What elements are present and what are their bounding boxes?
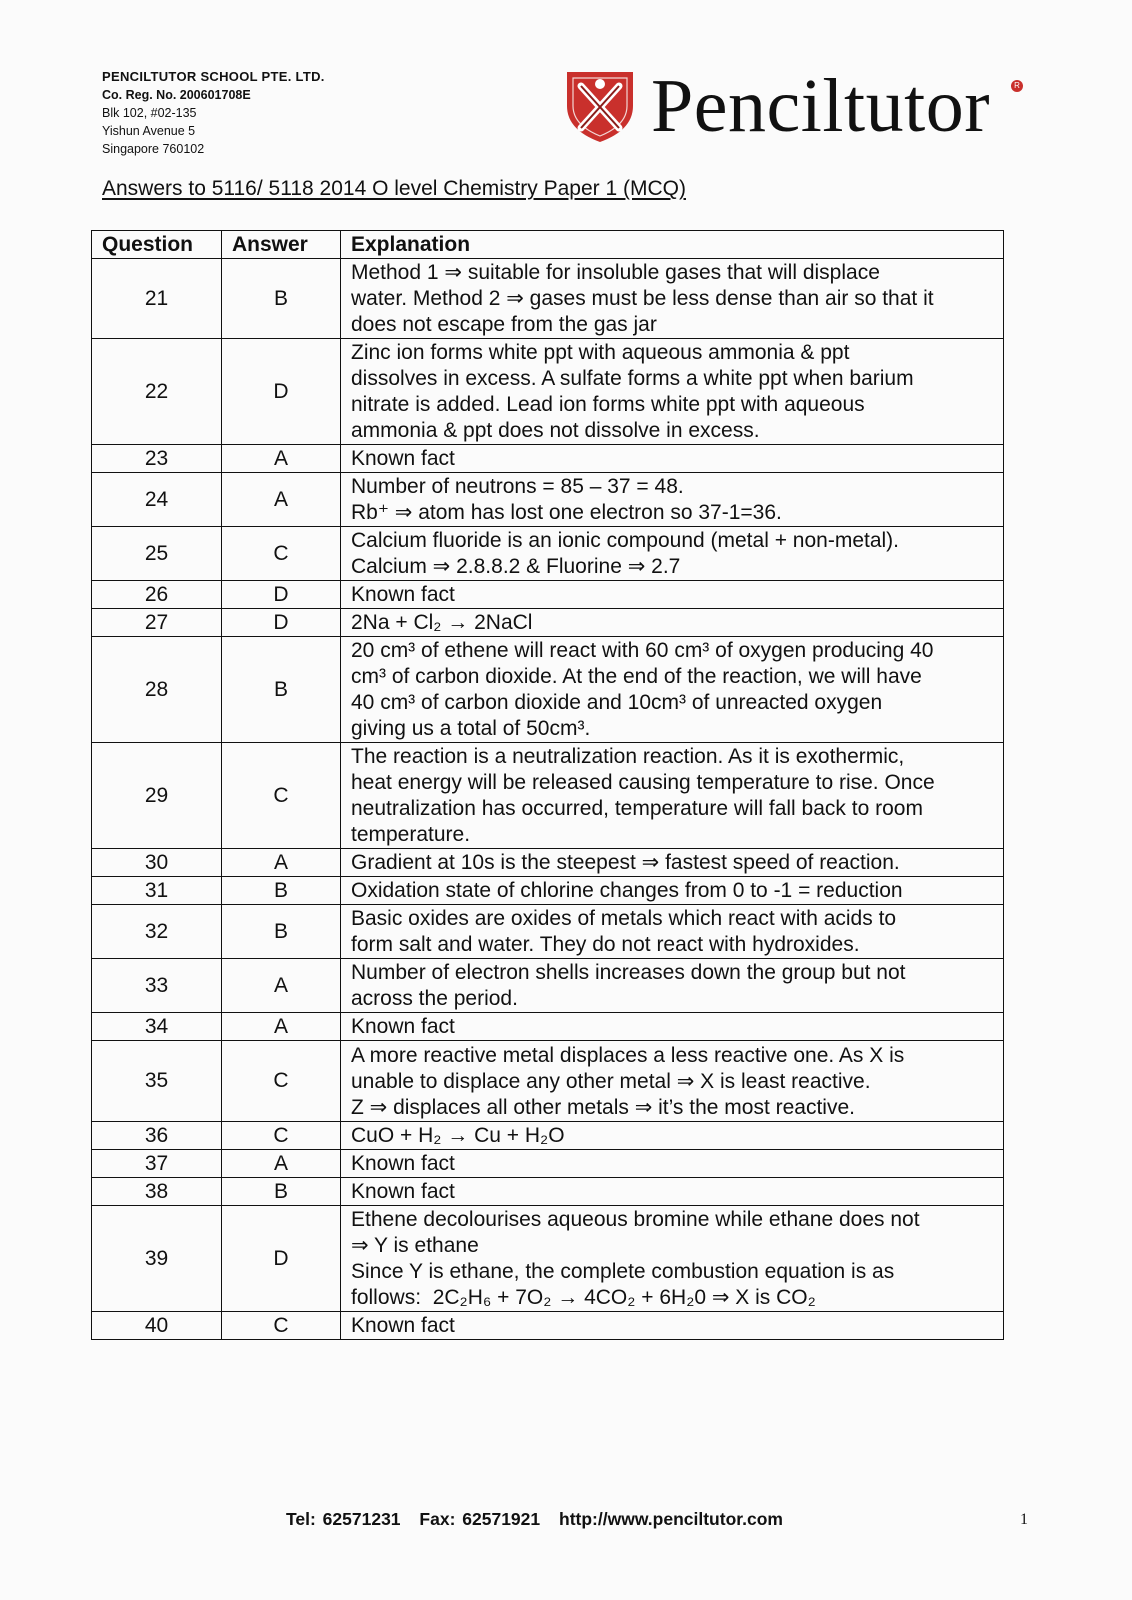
answers-table — [91, 230, 1004, 1340]
question-number: 36 — [92, 1122, 222, 1150]
shield-pencils-icon — [563, 66, 637, 144]
answer-letter: B — [222, 259, 341, 339]
explanation-cell — [341, 1312, 1004, 1340]
table-row — [92, 1013, 1004, 1041]
explanation-line: Known fact — [351, 1015, 455, 1038]
question-number: 40 — [92, 1312, 222, 1340]
explanation-cell — [341, 877, 1004, 905]
question-number: 27 — [92, 609, 222, 637]
answer-letter: B — [222, 877, 341, 905]
answer-letter: A — [222, 959, 341, 1013]
footer-url: http://www.penciltutor.com — [559, 1509, 783, 1529]
table-header-row — [92, 231, 1004, 259]
explanation-line: temperature. — [351, 823, 471, 846]
explanation-cell — [341, 1178, 1004, 1206]
table-row — [92, 1178, 1004, 1206]
explanation-line: Number of electron shells increases down the group but not — [351, 961, 906, 984]
explanation-line: Known fact — [351, 1180, 455, 1203]
explanation-line: ammonia & ppt does not dissolve in excess. — [351, 419, 760, 442]
explanation-line: cm³ of carbon dioxide. At the end of the reaction, we will have — [351, 665, 922, 688]
question-number: 37 — [92, 1150, 222, 1178]
explanation-line: CuO + H₂ → Cu + H₂O — [351, 1124, 565, 1147]
explanation-cell — [341, 259, 1004, 339]
explanation-cell — [341, 609, 1004, 637]
table-row — [92, 527, 1004, 581]
answer-letter: C — [222, 527, 341, 581]
question-number: 39 — [92, 1206, 222, 1312]
answer-letter: A — [222, 1150, 341, 1178]
answer-letter: A — [222, 849, 341, 877]
question-number: 29 — [92, 743, 222, 849]
page-title: Answers to 5116/ 5118 2014 O level Chemistry Paper 1 (MCQ) — [102, 177, 686, 200]
table-row — [92, 1150, 1004, 1178]
table-row — [92, 259, 1004, 339]
company-reg-no: Co. Reg. No. 200601708E — [102, 88, 251, 102]
header-explanation: Explanation — [341, 231, 1004, 259]
table-row — [92, 959, 1004, 1013]
answer-letter: A — [222, 445, 341, 473]
table-row — [92, 339, 1004, 445]
explanation-line: Oxidation state of chlorine changes from 0 to -1 = reduction — [351, 879, 903, 902]
explanation-line: does not escape from the gas jar — [351, 313, 657, 336]
explanation-cell — [341, 581, 1004, 609]
answer-letter: B — [222, 905, 341, 959]
footer-tel: Tel: 62571231 — [286, 1509, 401, 1529]
explanation-line: neutralization has occurred, temperature will fall back to room — [351, 797, 923, 820]
question-number: 32 — [92, 905, 222, 959]
explanation-line: Zinc ion forms white ppt with aqueous ammonia & ppt — [351, 341, 850, 364]
table-row — [92, 581, 1004, 609]
explanation-line: Ethene decolourises aqueous bromine while ethane does not — [351, 1208, 920, 1231]
answer-letter: A — [222, 1013, 341, 1041]
address-line: Blk 102, #02-135 — [102, 106, 197, 120]
table-row — [92, 473, 1004, 527]
explanation-line: Number of neutrons = 85 – 37 = 48. — [351, 475, 684, 498]
answer-letter: C — [222, 1041, 341, 1122]
answer-letter: C — [222, 1312, 341, 1340]
table-row — [92, 849, 1004, 877]
question-number: 38 — [92, 1178, 222, 1206]
company-info — [102, 68, 325, 158]
explanation-line: Known fact — [351, 583, 455, 606]
brand-name: Penciltutor — [651, 64, 991, 148]
explanation-line: Known fact — [351, 1314, 455, 1337]
explanation-line: giving us a total of 50cm³. — [351, 717, 591, 740]
explanation-cell — [341, 1013, 1004, 1041]
table-row — [92, 1041, 1004, 1122]
answer-letter: C — [222, 1122, 341, 1150]
explanation-cell — [341, 849, 1004, 877]
question-number: 24 — [92, 473, 222, 527]
explanation-cell — [341, 959, 1004, 1013]
explanation-cell — [341, 1150, 1004, 1178]
explanation-cell — [341, 527, 1004, 581]
question-number: 30 — [92, 849, 222, 877]
table-row — [92, 637, 1004, 743]
answer-letter: B — [222, 1178, 341, 1206]
explanation-line: nitrate is added. Lead ion forms white ppt with aqueous — [351, 393, 865, 416]
table-row — [92, 1122, 1004, 1150]
registered-mark: R — [1011, 80, 1023, 92]
answer-letter: D — [222, 339, 341, 445]
table-row — [92, 609, 1004, 637]
table-row — [92, 1206, 1004, 1312]
explanation-line: Calcium ⇒ 2.8.8.2 & Fluorine ⇒ 2.7 — [351, 555, 681, 578]
explanation-line: A more reactive metal displaces a less reactive one. As X is — [351, 1043, 905, 1067]
explanation-line: across the period. — [351, 987, 518, 1010]
explanation-line: 40 cm³ of carbon dioxide and 10cm³ of unreacted oxygen — [351, 691, 883, 714]
answer-letter: D — [222, 581, 341, 609]
header-answer: Answer — [222, 231, 341, 259]
explanation-line: ⇒ Y is ethane — [351, 1234, 479, 1257]
explanation-cell — [341, 1041, 1004, 1122]
footer-fax: Fax: 62571921 — [419, 1509, 541, 1529]
question-number: 26 — [92, 581, 222, 609]
table-row — [92, 877, 1004, 905]
explanation-cell — [341, 637, 1004, 743]
explanation-cell — [341, 1122, 1004, 1150]
question-number: 21 — [92, 259, 222, 339]
explanation-line: Since Y is ethane, the complete combustion equation is as — [351, 1260, 895, 1283]
table-row — [92, 905, 1004, 959]
explanation-line: heat energy will be released causing temperature to rise. Once — [351, 771, 935, 794]
question-number: 28 — [92, 637, 222, 743]
explanation-line: Known fact — [351, 1152, 455, 1175]
explanation-line: Gradient at 10s is the steepest ⇒ fastest speed of reaction. — [351, 851, 900, 874]
answer-letter: A — [222, 473, 341, 527]
explanation-line: form salt and water. They do not react with hydroxides. — [351, 933, 860, 956]
explanation-line: Basic oxides are oxides of metals which react with acids to — [351, 907, 897, 930]
answer-letter: B — [222, 637, 341, 743]
footer-contact — [286, 1509, 795, 1530]
address-line: Singapore 760102 — [102, 142, 205, 156]
table-row — [92, 1312, 1004, 1340]
question-number: 31 — [92, 877, 222, 905]
table-row — [92, 445, 1004, 473]
explanation-cell — [341, 905, 1004, 959]
explanation-line: The reaction is a neutralization reaction. As it is exothermic, — [351, 745, 905, 768]
answer-letter: D — [222, 1206, 341, 1312]
explanation-line: Known fact — [351, 447, 455, 470]
explanation-cell — [341, 743, 1004, 849]
explanation-line: 20 cm³ of ethene will react with 60 cm³ of oxygen producing 40 — [351, 639, 934, 662]
table-row — [92, 743, 1004, 849]
question-number: 33 — [92, 959, 222, 1013]
question-number: 34 — [92, 1013, 222, 1041]
explanation-cell — [341, 339, 1004, 445]
question-number: 25 — [92, 527, 222, 581]
explanation-line: follows: 2C₂H₆ + 7O₂ → 4CO₂ + 6H₂0 ⇒ X is CO₂ — [351, 1286, 816, 1309]
explanation-line: unable to displace any other metal ⇒ X is least reactive. — [351, 1069, 871, 1093]
explanation-line: dissolves in excess. A sulfate forms a white ppt when barium — [351, 367, 914, 390]
header-question: Question — [92, 231, 222, 259]
question-number: 35 — [92, 1041, 222, 1122]
explanation-line: Z ⇒ displaces all other metals ⇒ it’s the most reactive. — [351, 1095, 855, 1119]
explanation-line: Rb⁺ ⇒ atom has lost one electron so 37-1=36. — [351, 501, 782, 524]
question-number: 23 — [92, 445, 222, 473]
question-number: 22 — [92, 339, 222, 445]
explanation-line: water. Method 2 ⇒ gases must be less dense than air so that it — [351, 287, 934, 310]
explanation-line: Method 1 ⇒ suitable for insoluble gases that will displace — [351, 261, 880, 284]
explanation-line: Calcium fluoride is an ionic compound (metal + non-metal). — [351, 529, 899, 552]
penciltutor-logo — [563, 66, 1033, 146]
address-line: Yishun Avenue 5 — [102, 124, 196, 138]
explanation-cell — [341, 1206, 1004, 1312]
answer-letter: D — [222, 609, 341, 637]
explanation-cell — [341, 445, 1004, 473]
page-number: 1 — [1020, 1511, 1028, 1528]
company-name: PENCILTUTOR SCHOOL PTE. LTD. — [102, 69, 325, 84]
answer-letter: C — [222, 743, 341, 849]
explanation-line: 2Na + Cl₂ → 2NaCl — [351, 611, 533, 634]
explanation-cell — [341, 473, 1004, 527]
